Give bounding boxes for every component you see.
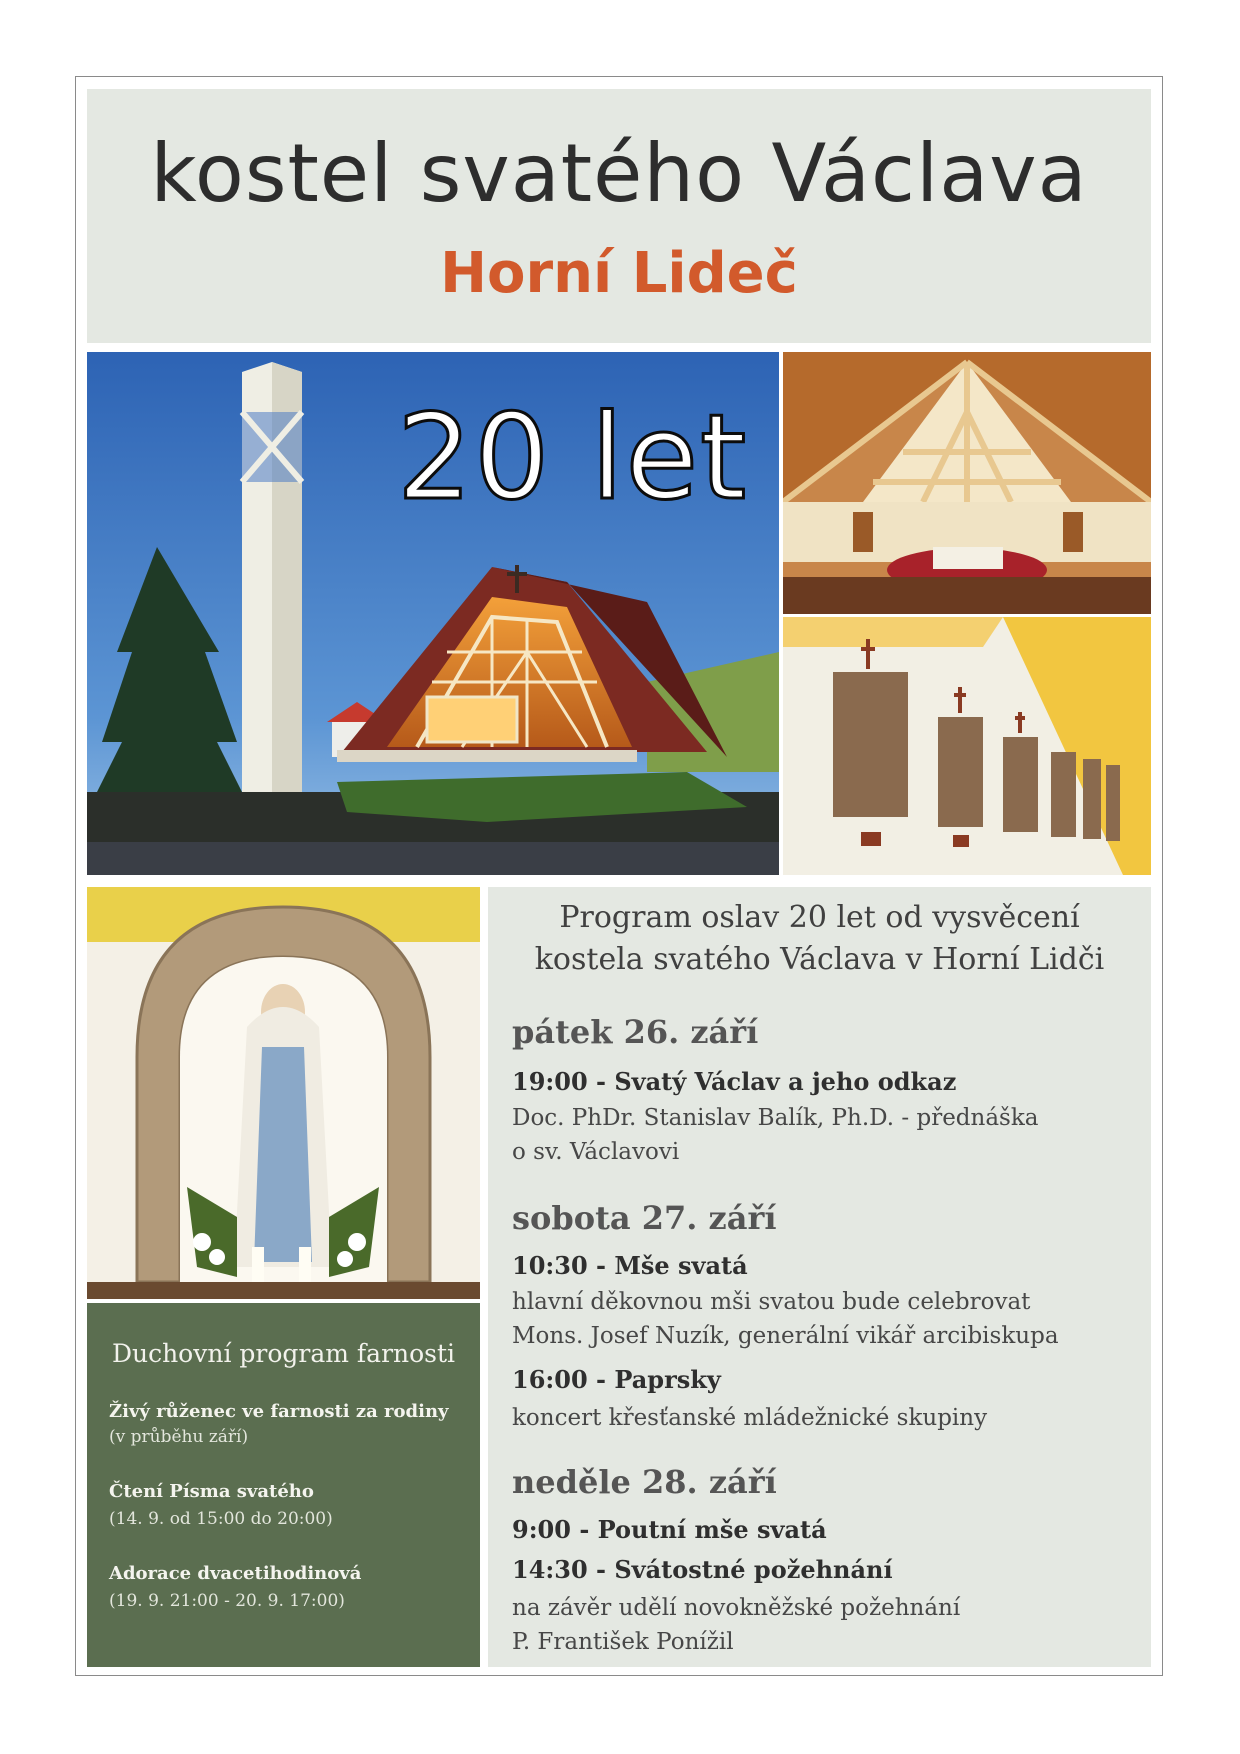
event-title: 19:00 - Svatý Václav a jeho odkaz [512, 1067, 957, 1096]
stations-of-cross-photo [783, 617, 1151, 875]
program-heading-line: Program oslav 20 let od vysvěcení [559, 900, 1080, 935]
spiritual-program-panel [87, 1303, 480, 1667]
day-heading-sunday: neděle 28. září [512, 1463, 777, 1501]
spiritual-item-name: Živý růženec ve farnosti za rodiny [109, 1401, 449, 1422]
event-description: Doc. PhDr. Stanislav Balík, Ph.D. - přednáška [512, 1105, 1039, 1131]
event-description: P. František Ponížil [512, 1629, 734, 1655]
page-subtitle: Horní Lideč [440, 241, 798, 306]
event-description: o sv. Václavovi [512, 1139, 680, 1165]
program-heading [488, 897, 1151, 981]
anniversary-badge: 20 let [397, 388, 749, 526]
day-heading-friday: pátek 26. září [512, 1013, 759, 1051]
spiritual-program-title: Duchovní program farnosti [111, 1339, 456, 1368]
spiritual-item-detail: (19. 9. 21:00 - 20. 9. 17:00) [109, 1591, 345, 1611]
virgin-mary-grotto-photo [87, 887, 480, 1299]
event-description: Mons. Josef Nuzík, generální vikář arcibiskupa [512, 1323, 1059, 1349]
event-description: hlavní děkovnou mši svatou bude celebrovat [512, 1289, 1031, 1315]
spiritual-item-name: Adorace dvacetihodinová [109, 1563, 362, 1584]
header-banner [87, 89, 1151, 343]
church-interior-photo [783, 352, 1151, 614]
event-title: 9:00 - Poutní mše svatá [512, 1515, 827, 1544]
spiritual-item-detail: (v průběhu září) [109, 1427, 249, 1447]
event-title: 16:00 - Paprsky [512, 1365, 721, 1394]
page-title: kostel svatého Václava [150, 127, 1088, 220]
day-heading-saturday: sobota 27. září [512, 1199, 777, 1237]
event-title: 10:30 - Mše svatá [512, 1251, 748, 1280]
program-heading-line: kostela svatého Václava v Horní Lidči [534, 942, 1105, 977]
spiritual-item-detail: (14. 9. od 15:00 do 20:00) [109, 1509, 333, 1529]
church-exterior-photo [87, 352, 779, 875]
celebration-program-panel [488, 887, 1151, 1667]
event-title: 14:30 - Svátostné požehnání [512, 1555, 893, 1584]
spiritual-item-name: Čtení Písma svatého [109, 1481, 314, 1502]
event-description: koncert křesťanské mládežnické skupiny [512, 1405, 988, 1431]
event-description: na závěr udělí novokněžské požehnání [512, 1595, 961, 1621]
